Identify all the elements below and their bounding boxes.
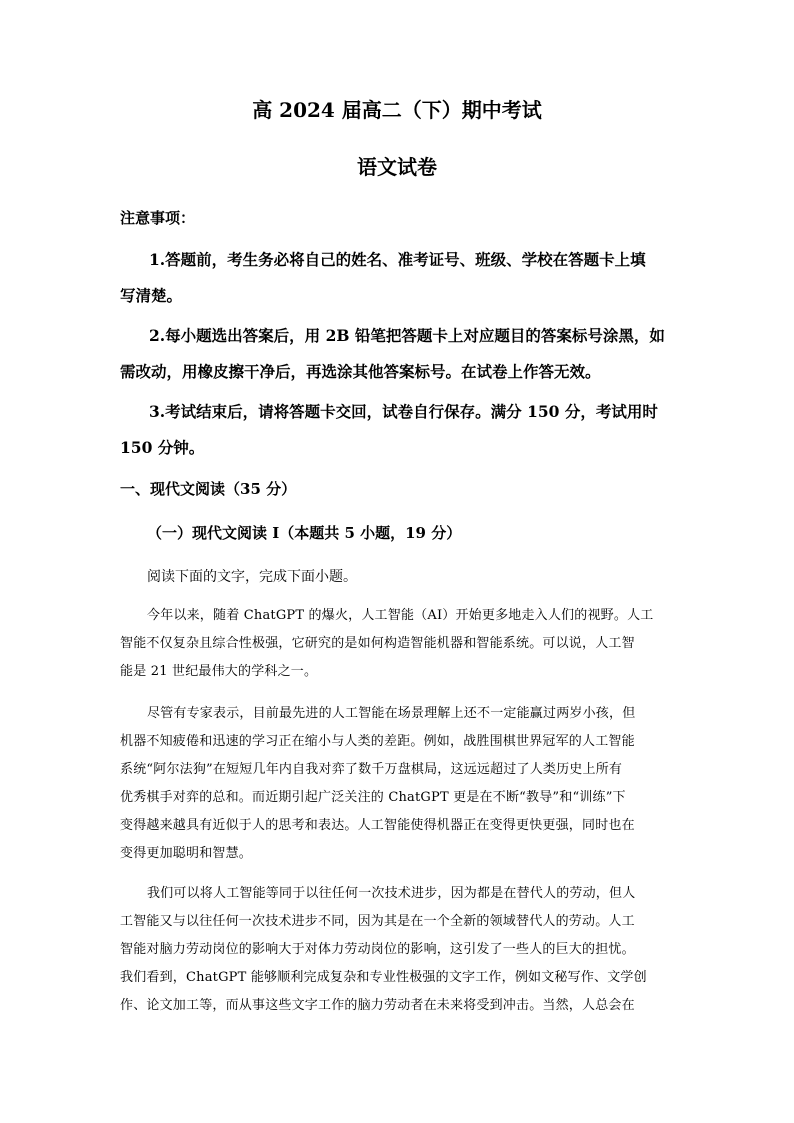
notice-line: 2.每小题选出答案后，用 2B 铅笔把答题卡上对应题目的答案标号涂黑，如	[149, 326, 665, 345]
notice-heading: 注意事项：	[120, 209, 196, 227]
passage-line: 变得更加聪明和智慧。	[120, 846, 253, 861]
passage-line: 今年以来，随着 ChatGPT 的爆火，人工智能（AI）开始更多地走入人们的视野。人工	[147, 608, 654, 623]
passage-line: 尽管有专家表示，目前最先进的人工智能在场景理解上还不一定能赢过两岁小孩，但	[147, 706, 636, 721]
passage-line: 变得越来越具有近似于人的思考和表达。人工智能使得机器正在变得更快更强，同时也在	[120, 818, 635, 833]
notice-line: 写清楚。	[120, 286, 183, 305]
exam-title: 高 2024 届高二（下）期中考试	[252, 98, 542, 122]
passage-line: 我们看到，ChatGPT 能够顺利完成复杂和专业性极强的文字工作，例如文秘写作、文学创	[120, 970, 647, 985]
passage-line: 智能不仅复杂且综合性极强，它研究的是如何构造智能机器和智能系统。可以说，人工智	[120, 636, 635, 651]
exam-subtitle: 语文试卷	[357, 155, 437, 179]
notice-line: 需改动，用橡皮擦干净后，再选涂其他答案标号。在试卷上作答无效。	[120, 362, 601, 381]
passage-line: 能是 21 世纪最伟大的学科之一。	[120, 664, 318, 679]
reading-instruction: 阅读下面的文字，完成下面小题。	[147, 569, 357, 585]
notice-line: 3.考试结束后，请将答题卡交回，试卷自行保存。满分 150 分，考试用时	[149, 402, 658, 421]
passage-line: 机器不知疲倦和迅速的学习正在缩小与人类的差距。例如，战胜围棋世界冠军的人工智能	[120, 734, 635, 749]
passage-line: 系统“阿尔法狗”在短短几年内自我对弈了数千万盘棋局，这远远超过了人类历史上所有	[120, 762, 623, 777]
passage-line: 工智能又与以往任何一次技术进步不同，因为其是在一个全新的领域替代人的劳动。人工	[120, 914, 635, 929]
passage-line: 智能对脑力劳动岗位的影响大于对体力劳动岗位的影响，这引发了一些人的巨大的担忧。	[120, 942, 635, 957]
notice-line: 1.答题前，考生务必将自己的姓名、准考证号、班级、学校在答题卡上填	[149, 250, 646, 269]
passage-line: 优秀棋手对弈的总和。而近期引起广泛关注的 ChatGPT 更是在不断“教导”和“训练”下	[120, 790, 626, 805]
section-heading: 一、现代文阅读（35 分）	[120, 480, 297, 498]
section-subheading: （一）现代文阅读 I（本题共 5 小题，19 分）	[147, 524, 462, 542]
notice-line: 150 分钟。	[120, 438, 205, 457]
passage-line: 作、论文加工等，而从事这些文字工作的脑力劳动者在未来将受到冲击。当然，人总会在	[120, 998, 635, 1013]
passage-line: 我们可以将人工智能等同于以往任何一次技术进步，因为都是在替代人的劳动，但人	[147, 886, 636, 901]
